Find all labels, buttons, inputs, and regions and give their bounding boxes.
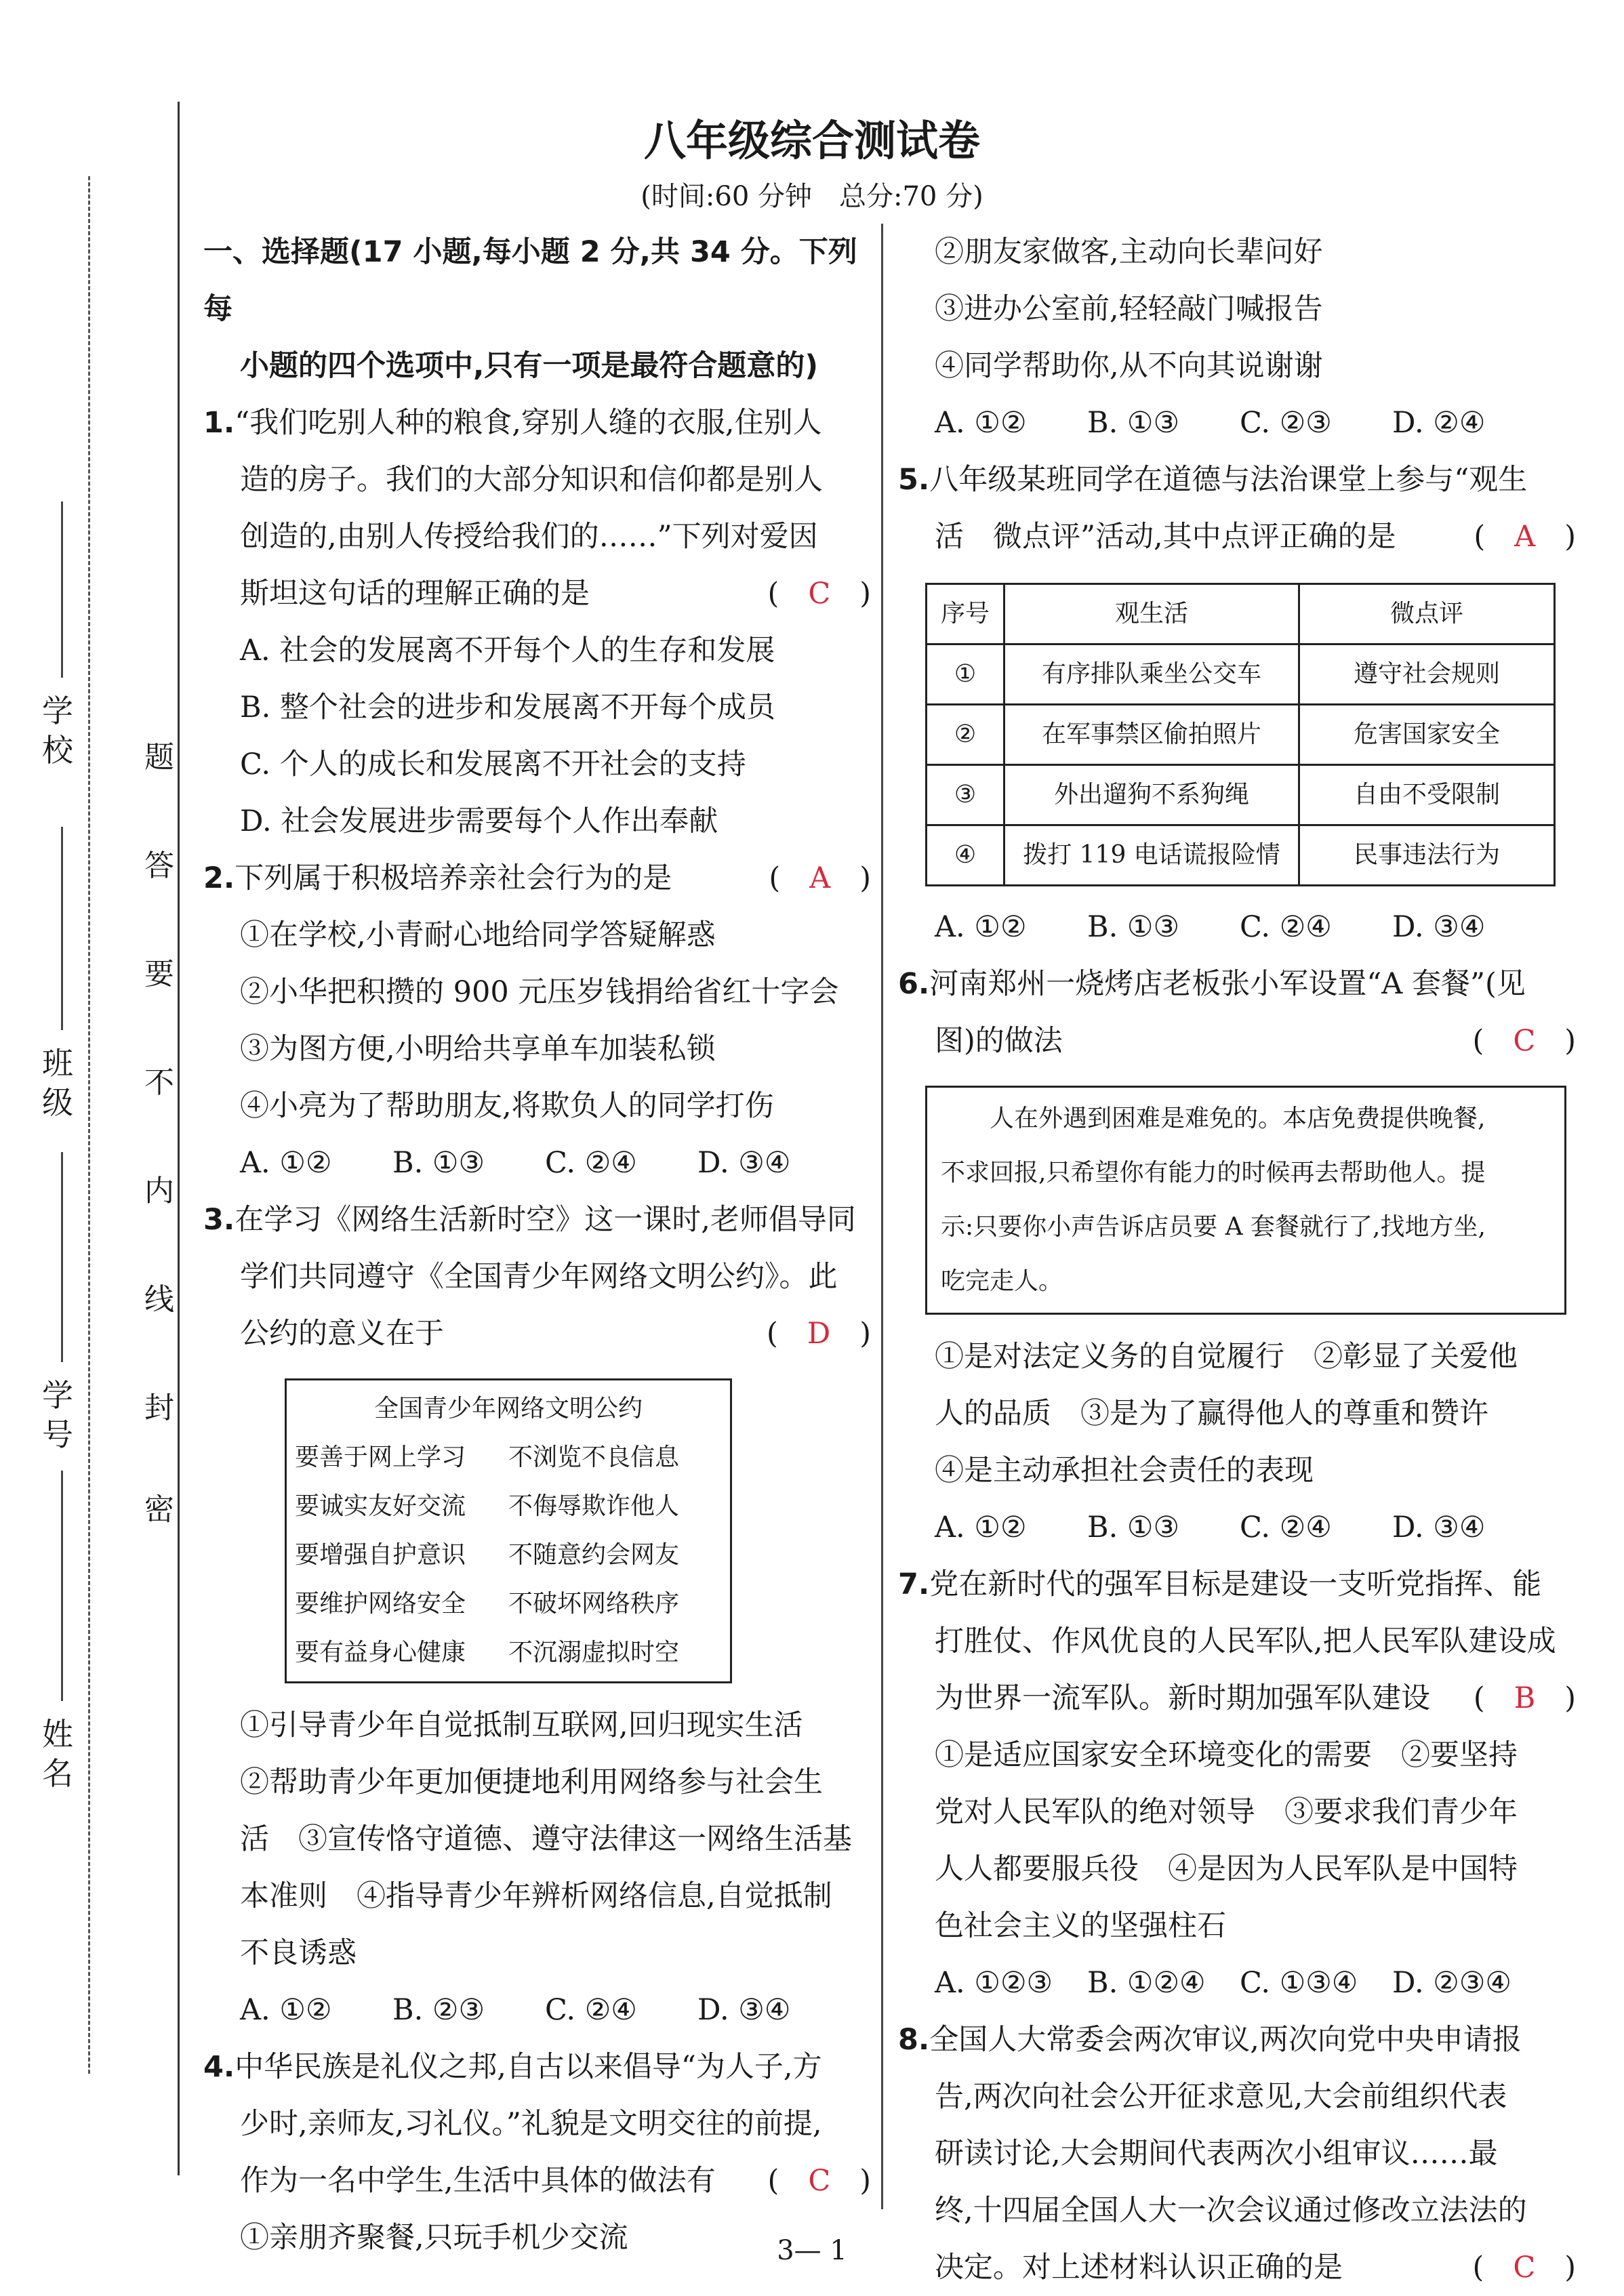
question-stem xyxy=(898,956,1576,1012)
section-heading-line: 小题的四个选项中,只有一项是最符合题意的) xyxy=(240,349,818,383)
table-cell: ④ xyxy=(927,825,1004,886)
choice[interactable]: A. ①②③ xyxy=(935,1966,1053,2000)
option[interactable]: C. 个人的成长和发展离不开社会的支持 xyxy=(240,747,746,781)
stem-line xyxy=(203,2152,871,2209)
table-cell: 有序排队乘坐公交车 xyxy=(1004,644,1299,705)
pact-box xyxy=(285,1378,732,1683)
seal-hint-char: 密 xyxy=(144,1492,174,1527)
pact-item: 不浏览不良信息 xyxy=(508,1443,680,1471)
table-cell: ③ xyxy=(927,765,1004,825)
choice[interactable]: B. ①③ xyxy=(392,1146,485,1180)
question-number: 3. xyxy=(203,1203,235,1237)
table-row xyxy=(927,765,1555,825)
question-7 xyxy=(898,1556,1576,2011)
choice[interactable]: D. ③④ xyxy=(1392,1511,1486,1544)
choice[interactable]: C. ②④ xyxy=(1240,1511,1332,1544)
answer-mark: ( C ) xyxy=(767,2164,871,2198)
school-blank[interactable] xyxy=(61,501,63,678)
stem-line: 全国人大常委会两次审议,两次向党中央申请报 xyxy=(929,2023,1522,2057)
page-number: 3— 1 xyxy=(777,2235,847,2266)
pact-row xyxy=(295,1580,722,1628)
statement: ②帮助青少年更加便捷地利用网络参与社会生 xyxy=(240,1765,823,1799)
stem-line: 八年级某班同学在道德与法治课堂上参与“观生 xyxy=(929,463,1528,497)
answer-letter: A xyxy=(809,861,831,895)
student-id-blank[interactable] xyxy=(61,1152,63,1362)
table-cell: 遵守社会规则 xyxy=(1299,644,1555,705)
option[interactable]: A. 社会的发展离不开每个人的生存和发展 xyxy=(240,634,775,668)
statement: ①是对法定义务的自觉履行 ②彰显了关爱他 xyxy=(935,1340,1518,1374)
question-stem xyxy=(203,2038,871,2095)
pact-row xyxy=(295,1628,722,1677)
choice[interactable]: D. ②③④ xyxy=(1392,1966,1511,2000)
choice[interactable]: B. ①②④ xyxy=(1087,1966,1206,2000)
table-cell: 危害国家安全 xyxy=(1299,705,1555,765)
question-stem xyxy=(898,1556,1576,1613)
stem-line: 少时,亲师友,习礼仪。”礼貌是文明交往的前提, xyxy=(240,2107,822,2141)
choice[interactable]: D. ③④ xyxy=(1392,910,1486,944)
class-label: 班级 xyxy=(42,1045,73,1121)
statement: 色社会主义的坚强柱石 xyxy=(935,1909,1226,1943)
table-cell: ② xyxy=(927,705,1004,765)
right-column xyxy=(898,224,1576,2296)
seal-hint-char: 内 xyxy=(144,1174,174,1208)
school-label: 学校 xyxy=(42,693,73,768)
page-title: 八年级综合测试卷 xyxy=(643,116,980,165)
answer-letter: C xyxy=(1513,1024,1536,1058)
seal-hint-char: 题 xyxy=(144,740,174,775)
pact-row xyxy=(295,1531,722,1580)
choice[interactable]: A. ①② xyxy=(240,1146,332,1180)
stem-line: 创造的,由别人传授给我们的……”下列对爱因 xyxy=(240,520,818,554)
pact-row xyxy=(295,1433,722,1482)
choice[interactable]: B. ①③ xyxy=(1087,1511,1180,1544)
answer-letter: B xyxy=(1514,1681,1536,1715)
choice-row xyxy=(898,899,1576,956)
question-number: 5. xyxy=(898,463,930,497)
statement: ③为图方便,小明给共享单车加装私锁 xyxy=(240,1032,716,1066)
notice-line: 不求回报,只希望你有能力的时候再去帮助他人。提 xyxy=(941,1159,1486,1187)
seal-hint-char: 线 xyxy=(144,1282,174,1317)
stem-line: 研读讨论,大会期间代表两次小组审议……最 xyxy=(935,2137,1498,2171)
left-column xyxy=(203,224,871,2266)
answer-letter: C xyxy=(1513,2251,1536,2284)
choice[interactable]: D. ②④ xyxy=(1392,406,1486,440)
answer-letter: C xyxy=(808,2164,831,2198)
notice-box xyxy=(925,1086,1566,1315)
answer-mark: ( A ) xyxy=(769,861,871,895)
stem-text: 公约的意义在于 xyxy=(240,1317,444,1351)
statement: ④是主动承担社会责任的表现 xyxy=(935,1454,1314,1488)
notice-line: 示:只要你小声告诉店员要 A 套餐就行了,找地方坐, xyxy=(941,1213,1486,1241)
choice[interactable]: C. ②④ xyxy=(1240,910,1332,944)
stem-line xyxy=(898,508,1576,565)
statement: ②朋友家做客,主动向长辈问好 xyxy=(935,235,1323,269)
column-divider xyxy=(881,224,883,2209)
pact-item: 要维护网络安全 xyxy=(295,1590,466,1618)
statement: 不良诱惑 xyxy=(240,1936,357,1970)
statement: ①在学校,小青耐心地给同学答疑解惑 xyxy=(240,918,716,952)
choice[interactable]: A. ①② xyxy=(935,406,1027,440)
pact-item: 不随意约会网友 xyxy=(508,1541,680,1569)
table-row xyxy=(927,825,1555,886)
question-2 xyxy=(203,850,871,1191)
statement: ②小华把积攒的 900 元压岁钱捐给省红十字会 xyxy=(240,975,839,1009)
statement: ①是适应国家安全环境变化的需要 ②要坚持 xyxy=(935,1738,1518,1772)
seal-hint-char: 答 xyxy=(144,848,174,883)
choice[interactable]: C. ②④ xyxy=(545,1146,637,1180)
stem-line: 河南郑州一烧烤店老板张小军设置“A 套餐”(见 xyxy=(929,967,1526,1001)
answer-letter: D xyxy=(807,1317,831,1351)
stem-line: 党在新时代的强军目标是建设一支听党指挥、能 xyxy=(929,1567,1542,1601)
stem-line: 下列属于积极培养亲社会行为的是 xyxy=(235,861,672,895)
stem-line: 告,两次向社会公开征求意见,大会前组织代表 xyxy=(935,2080,1507,2114)
table-cell: 外出遛狗不系狗绳 xyxy=(1004,765,1299,825)
stem-line xyxy=(898,1012,1576,1069)
stem-text: 为世界一流军队。新时期加强军队建设 xyxy=(935,1681,1430,1715)
answer-letter: C xyxy=(808,577,831,611)
question-number: 8. xyxy=(898,2023,930,2057)
option[interactable]: B. 整个社会的进步和发展离不开每个成员 xyxy=(240,691,775,724)
notice-line: 吃完走人。 xyxy=(941,1267,1063,1295)
question-5 xyxy=(898,451,1576,956)
question-number: 6. xyxy=(898,967,930,1001)
statement: 本准则 ④指导青少年辨析网络信息,自觉抵制 xyxy=(240,1879,832,1913)
statement: ①引导青少年自觉抵制互联网,回归现实生活 xyxy=(240,1708,803,1742)
section-heading-line: 一、选择题(17 小题,每小题 2 分,共 34 分。下列每 xyxy=(203,235,857,326)
answer-mark: ( C ) xyxy=(767,577,871,611)
statement: 人的品质 ③是为了赢得他人的尊重和赞许 xyxy=(935,1397,1488,1431)
choice[interactable]: C. ②③ xyxy=(1240,406,1332,440)
notice-line: 人在外遇到困难是难免的。本店免费提供晚餐, xyxy=(941,1105,1486,1132)
table-row xyxy=(927,705,1555,765)
table-cell: 自由不受限制 xyxy=(1299,765,1555,825)
stem-line: 中华民族是礼仪之邦,自古以来倡导“为人子,方 xyxy=(235,2050,822,2084)
pact-item: 要诚实友好交流 xyxy=(295,1492,466,1520)
choice[interactable]: B. ①③ xyxy=(1087,910,1180,944)
stem-line: “我们吃别人种的粮食,穿别人缝的衣服,住别人 xyxy=(235,406,822,440)
stem-text: 斯坦这句话的理解正确的是 xyxy=(240,577,590,611)
observation-table xyxy=(925,583,1556,886)
choice-row xyxy=(898,394,1576,451)
statement: ③进办公室前,轻轻敲门喊报告 xyxy=(935,292,1323,326)
table-cell: 在军事禁区偷拍照片 xyxy=(1004,705,1299,765)
table-row xyxy=(927,644,1555,705)
stem-line xyxy=(203,1305,871,1362)
choice[interactable]: B. ①③ xyxy=(1087,406,1180,440)
choice-row xyxy=(898,1954,1576,2011)
pact-item: 要有益身心健康 xyxy=(295,1639,466,1666)
question-4-continued xyxy=(898,224,1576,451)
answer-mark: ( C ) xyxy=(1472,2251,1576,2284)
stem-text: 作为一名中学生,生活中具体的做法有 xyxy=(240,2164,716,2198)
choice[interactable]: A. ①② xyxy=(935,1511,1027,1544)
stem-text: 活 微点评”活动,其中点评正确的是 xyxy=(935,520,1396,554)
table-header-row xyxy=(927,584,1555,644)
choice[interactable]: C. ①③④ xyxy=(1240,1966,1358,2000)
stem-line: 打胜仗、作风优良的人民军队,把人民军队建设成 xyxy=(935,1624,1556,1658)
question-stem xyxy=(203,394,871,451)
question-stem xyxy=(898,2011,1576,2068)
binding-solid-line xyxy=(178,102,180,2175)
seal-hint-char: 不 xyxy=(144,1065,174,1100)
pact-item: 不破坏网络秩序 xyxy=(508,1590,680,1618)
pact-item: 不沉溺虚拟时空 xyxy=(508,1639,680,1666)
question-number: 1. xyxy=(203,406,235,440)
table-cell: ① xyxy=(927,644,1004,705)
seal-hint-char: 要 xyxy=(144,957,174,991)
stem-text: 图)的做法 xyxy=(935,1024,1063,1058)
seal-hint-char: 封 xyxy=(144,1391,174,1425)
statement: 党对人民军队的绝对领导 ③要求我们青少年 xyxy=(935,1795,1518,1829)
pact-item: 要增强自护意识 xyxy=(295,1541,466,1569)
table-header: 观生活 xyxy=(1004,584,1299,644)
choice[interactable]: C. ②④ xyxy=(545,1993,637,2027)
pact-item: 要善于网上学习 xyxy=(295,1443,466,1471)
pact-item: 不侮辱欺诈他人 xyxy=(508,1492,680,1520)
question-number: 7. xyxy=(898,1567,930,1601)
table-cell: 拨打 119 电话谎报险情 xyxy=(1004,825,1299,886)
question-3 xyxy=(203,1191,871,2038)
student-id-label: 学号 xyxy=(42,1377,73,1453)
question-stem xyxy=(898,451,1576,508)
choice-row xyxy=(203,1134,871,1191)
question-number: 2. xyxy=(203,861,235,895)
question-stem xyxy=(203,850,871,907)
answer-mark: ( C ) xyxy=(1472,1024,1576,1058)
choice[interactable]: A. ①② xyxy=(935,910,1027,944)
choice-row xyxy=(203,1982,871,2038)
choice[interactable]: A. ①② xyxy=(240,1993,332,2027)
question-stem xyxy=(203,1191,871,1248)
stem-line xyxy=(203,565,871,622)
stem-text: 决定。对上述材料认识正确的是 xyxy=(935,2251,1343,2284)
page-subtitle: (时间:60 分钟 总分:70 分) xyxy=(641,181,983,212)
choice[interactable]: B. ②③ xyxy=(392,1993,485,2027)
statement: ①亲朋齐聚餐,只玩手机少交流 xyxy=(240,2221,628,2255)
answer-letter: A xyxy=(1514,520,1536,554)
name-blank[interactable] xyxy=(61,1471,63,1701)
choice-row xyxy=(898,1499,1576,1556)
stem-line xyxy=(898,1670,1576,1727)
answer-mark: ( A ) xyxy=(1474,520,1576,554)
answer-mark: ( B ) xyxy=(1473,1681,1576,1715)
question-number: 4. xyxy=(203,2050,235,2084)
question-1 xyxy=(203,394,871,850)
answer-mark: ( D ) xyxy=(766,1317,871,1351)
question-6 xyxy=(898,956,1576,1556)
section-heading xyxy=(203,224,871,394)
name-label: 姓名 xyxy=(42,1716,73,1792)
table-cell: 民事违法行为 xyxy=(1299,825,1555,886)
statement: ④小亮为了帮助朋友,将欺负人的同学打伤 xyxy=(240,1089,774,1123)
choice[interactable]: D. ③④ xyxy=(697,1146,791,1180)
statement: 活 ③宣传恪守道德、遵守法律这一网络生活基 xyxy=(240,1822,852,1856)
stem-line: 终,十四届全国人大一次会议通过修改立法法的 xyxy=(935,2194,1527,2228)
choice[interactable]: D. ③④ xyxy=(697,1993,791,2027)
statement: ④同学帮助你,从不向其说谢谢 xyxy=(935,349,1323,383)
pact-row xyxy=(295,1482,722,1531)
binding-dashed-line xyxy=(88,176,90,2074)
option[interactable]: D. 社会发展进步需要每个人作出奉献 xyxy=(240,804,718,838)
statement: 人人都要服兵役 ④是因为人民军队是中国特 xyxy=(935,1852,1518,1886)
pact-title: 全国青少年网络文明公约 xyxy=(373,1395,643,1422)
stem-line: 学们共同遵守《全国青少年网络文明公约》。此 xyxy=(240,1260,838,1294)
stem-line: 在学习《网络生活新时空》这一课时,老师倡导同 xyxy=(235,1203,856,1237)
stem-line: 造的房子。我们的大部分知识和信仰都是别人 xyxy=(240,463,823,497)
class-blank[interactable] xyxy=(61,827,63,1030)
table-header: 序号 xyxy=(927,584,1004,644)
question-4 xyxy=(203,2038,871,2266)
table-header: 微点评 xyxy=(1299,584,1555,644)
